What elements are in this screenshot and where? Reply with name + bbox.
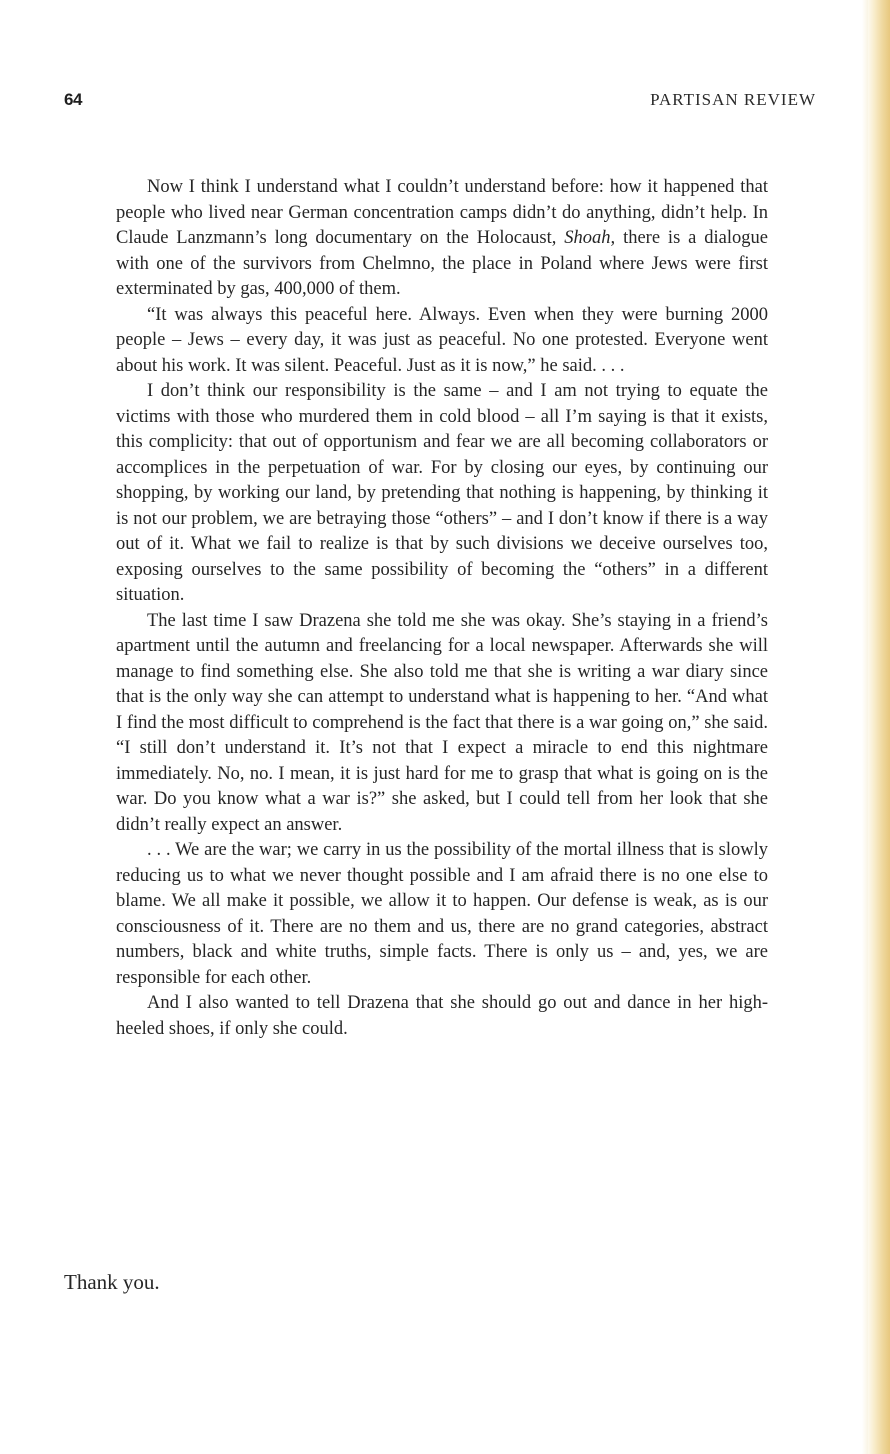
closing-line: Thank you. bbox=[64, 1270, 160, 1294]
paragraph: I don’t think our responsibility is the same – and I am not trying to equate the victims with those who murdered them in cold blood – all I’m saying is that it exists, this complicity: that out of opportunism and fear we are all becoming collaborators or accomplices in the perpetuation of war. For by closing our eyes, by continuing our shopping, by working our land, by pretending that nothing is happening, by thinking it is not our problem, we are betraying those “others” – and I don’t know if there is a way out of it. What we fail to realize is that by such divisions we deceive ourselves too, exposing ourselves to the same possibility of becoming the “others” in a different situation. bbox=[116, 381, 768, 605]
paragraph bbox=[116, 175, 768, 303]
article-body bbox=[116, 175, 768, 1042]
page-number: 64 bbox=[64, 90, 82, 109]
paragraph-text: there is a dialogue with one of the survivors from Chelmno, the place in Poland where Jews were first exterminated by gas, 400,000 of them. bbox=[116, 228, 768, 299]
film-title: Shoah, bbox=[564, 228, 616, 248]
paragraph-text: Now I think I understand what I couldn’t understand before: how it happened that people who lived near German concentration camps didn’t do anything, didn’t help. In Claude Lanzmann’s long documentary on the Holocaust, bbox=[116, 177, 768, 248]
book-spine-edge bbox=[868, 0, 890, 1454]
page-header bbox=[64, 90, 816, 116]
running-head: PARTISAN REVIEW bbox=[650, 90, 816, 109]
paragraph: . . . We are the war; we carry in us the possibility of the mortal illness that is slowly reducing us to what we never thought possible and I am afraid there is no one else to blame. We all make it possible, we allow it to happen. Our defense is weak, as is our consciousness of it. There are no them and us, there are no grand categories, abstract numbers, black and white truths, simple facts. There is only us – and, yes, we are responsible for each other. bbox=[116, 840, 768, 988]
paragraph: The last time I saw Drazena she told me she was okay. She’s staying in a friend’s apartment until the autumn and freelancing for a local newspaper. Afterwards she will manage to find something else. She also told me that she is writing a war diary since that is the only way she can attempt to understand what is happening to her. “And what I find the most difficult to comprehend is the fact that there is a war going on,” she said. “I still don’t understand it. It’s not that I expect a miracle to end this nightmare immediately. No, no. I mean, it is just hard for me to grasp that what is going on is the war. Do you know what a war is?” she asked, but I could tell from her look that she didn’t really expect an answer. bbox=[116, 610, 768, 835]
paragraph: “It was always this peaceful here. Always. Even when they were burning 2000 people – Jews – every day, it was just as peaceful. No one protested. Everyone went about his work. It was silent. Peaceful. Just as it is now,” he said. . . . bbox=[116, 304, 768, 376]
paragraph: And I also wanted to tell Drazena that she should go out and dance in her high-heeled shoes, if only she could. bbox=[116, 993, 768, 1039]
